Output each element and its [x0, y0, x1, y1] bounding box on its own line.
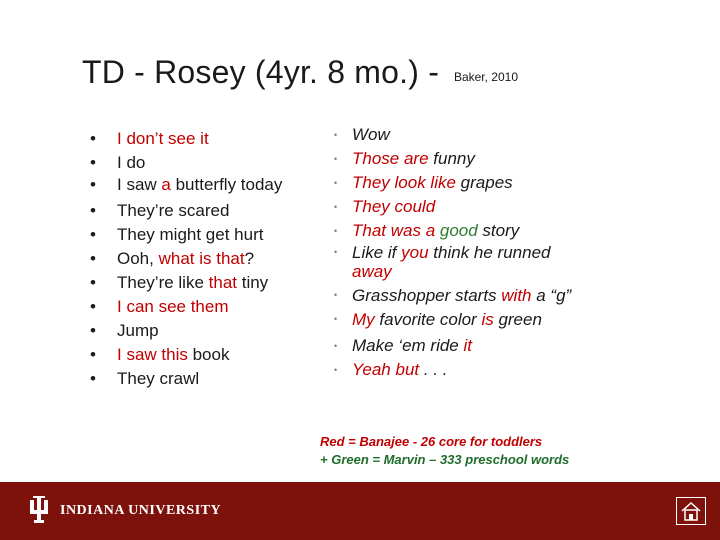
item-text: They look like grapes — [352, 173, 513, 192]
list-item — [330, 123, 580, 147]
legend-green-line: + Green = Marvin – 333 preschool words — [320, 452, 570, 467]
list-item — [330, 219, 580, 243]
bullet-icon: • — [90, 175, 96, 194]
item-text: Make ‘em ride it — [352, 336, 472, 355]
bullet-icon: • — [334, 314, 338, 324]
legend-red-line: Red = Banajee - 26 core for toddlers — [320, 434, 543, 449]
iu-trident-logo — [28, 494, 50, 529]
bullet-icon: • — [334, 226, 338, 236]
list-item — [87, 271, 317, 295]
item-text: Jump — [117, 321, 159, 340]
slide-title-main: TD - Rosey (4yr. 8 mo.) - — [82, 54, 440, 90]
home-icon[interactable] — [676, 497, 706, 525]
list-item — [87, 247, 317, 271]
list-item — [87, 319, 317, 343]
list-item — [330, 286, 580, 305]
list-item — [330, 358, 580, 382]
list-item — [87, 295, 317, 319]
bullet-icon: • — [334, 130, 338, 140]
list-item — [87, 343, 317, 367]
bullet-icon: • — [90, 201, 96, 220]
item-text: Yeah but . . . — [352, 360, 448, 379]
item-text: They’re like that tiny — [117, 273, 269, 292]
bullet-icon: • — [90, 345, 96, 364]
footer-bar — [0, 482, 720, 540]
item-text: My favorite color is green — [352, 310, 542, 329]
bullet-icon: • — [90, 129, 96, 148]
slide-title — [82, 54, 518, 91]
slide-title-citation: Baker, 2010 — [453, 70, 518, 84]
list-item — [330, 195, 580, 219]
item-text: I don’t see it — [117, 129, 209, 148]
bullet-icon: • — [334, 341, 338, 351]
bullet-icon: • — [334, 365, 338, 375]
item-text: I saw a butterfly today — [117, 175, 283, 194]
item-text: They might get hurt — [117, 225, 264, 244]
bullet-icon: • — [90, 273, 96, 292]
item-text: Ooh, what is that? — [117, 249, 255, 268]
bullet-icon: • — [334, 290, 338, 300]
item-text: They crawl — [117, 369, 200, 388]
bullet-icon: • — [90, 153, 96, 172]
bullet-icon: • — [90, 297, 96, 316]
item-text: Like if you think he runned away — [352, 243, 551, 281]
list-item — [87, 223, 317, 247]
bullet-icon: • — [334, 154, 338, 164]
bullet-icon: • — [334, 247, 338, 257]
item-text: I can see them — [117, 297, 229, 316]
bullet-icon: • — [90, 369, 96, 388]
utterance-list-left — [87, 127, 317, 391]
item-text: Those are funny — [352, 149, 475, 168]
list-item — [330, 171, 580, 195]
item-text: I do — [117, 153, 146, 172]
utterance-list-right — [330, 123, 580, 382]
list-item — [87, 367, 317, 391]
list-item — [87, 175, 317, 195]
bullet-icon: • — [334, 178, 338, 188]
university-name: INDIANA UNIVERSITY — [60, 503, 222, 518]
list-item — [330, 310, 580, 329]
item-text: Grasshopper starts with a “g” — [352, 286, 572, 305]
item-text: Wow — [352, 125, 390, 144]
list-item — [330, 334, 580, 358]
color-legend — [320, 433, 569, 469]
list-item — [87, 127, 317, 151]
list-item — [330, 147, 580, 171]
bullet-icon: • — [90, 225, 96, 244]
item-text: They’re scared — [117, 201, 230, 220]
bullet-icon: • — [90, 249, 96, 268]
item-text: That was a good story — [352, 221, 520, 240]
bullet-icon: • — [334, 202, 338, 212]
list-item — [330, 243, 580, 281]
list-item — [87, 199, 317, 223]
list-item — [87, 151, 317, 175]
item-text: I saw this book — [117, 345, 230, 364]
item-text: They could — [352, 197, 436, 216]
bullet-icon: • — [90, 321, 96, 340]
